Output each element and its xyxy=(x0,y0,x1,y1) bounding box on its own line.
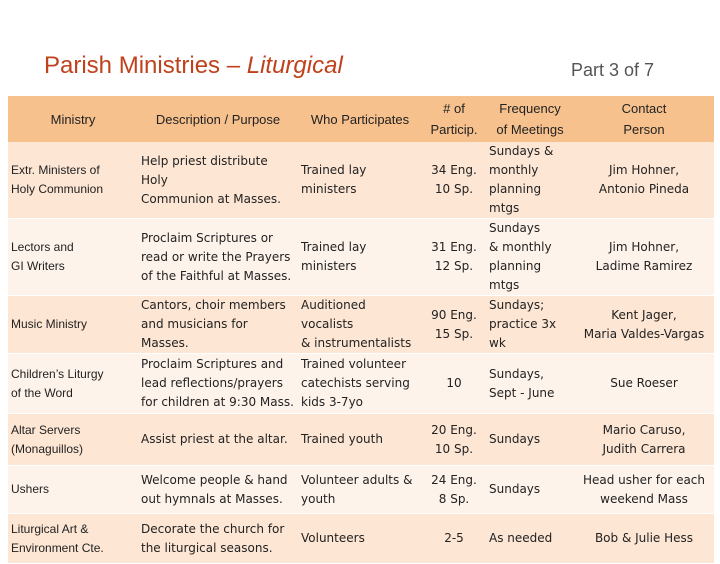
count-cell: 90 Eng. 15 Sp. xyxy=(422,296,486,354)
participants-cell: Trained lay ministers xyxy=(298,219,422,296)
contact-cell: Kent Jager, Maria Valdes-Vargas xyxy=(574,296,714,354)
ministry-cell: Lectors and GI Writers xyxy=(8,219,138,296)
title-main: Parish Ministries – xyxy=(44,52,247,79)
header-count: # of Particip. xyxy=(422,96,486,142)
count-cell: 24 Eng. 8 Sp. xyxy=(422,466,486,514)
title-italic: Liturgical xyxy=(246,52,343,79)
ministry-cell: Music Ministry xyxy=(8,296,138,354)
ministry-cell: Children’s Liturgy of the Word xyxy=(8,354,138,414)
contact-cell: Bob & Julie Hess xyxy=(574,514,714,564)
table-row xyxy=(8,414,714,466)
description-cell: Welcome people & hand out hymnals at Masses. xyxy=(138,466,298,514)
header-frequency: Frequency of Meetings xyxy=(486,96,574,142)
description-cell: Decorate the church for the liturgical seasons. xyxy=(138,514,298,564)
frequency-cell: Sundays, Sept - June xyxy=(486,354,574,414)
frequency-cell: As needed xyxy=(486,514,574,564)
ministry-cell: Extr. Ministers of Holy Communion xyxy=(8,142,138,219)
table-row xyxy=(8,219,714,296)
participants-cell: Volunteers xyxy=(298,514,422,564)
frequency-cell: Sundays; practice 3x wk xyxy=(486,296,574,354)
frequency-cell: Sundays xyxy=(486,466,574,514)
contact-cell: Jim Hohner, Antonio Pineda xyxy=(574,142,714,219)
description-cell: Help priest distribute Holy Communion at Masses. xyxy=(138,142,298,219)
table-row xyxy=(8,142,714,219)
part-label: Part 3 of 7 xyxy=(570,60,654,80)
count-cell: 2-5 xyxy=(422,514,486,564)
description-cell: Cantors, choir members and musicians for Masses. xyxy=(138,296,298,354)
contact-cell: Head usher for each weekend Mass xyxy=(574,466,714,514)
ministry-cell: Liturgical Art & Environment Cte. xyxy=(8,514,138,564)
header-participants: Who Participates xyxy=(298,96,422,142)
header-ministry: Ministry xyxy=(8,96,138,142)
participants-cell: Volunteer adults & youth xyxy=(298,466,422,514)
header-description: Description / Purpose xyxy=(138,96,298,142)
description-cell: Proclaim Scriptures or read or write the Prayers of the Faithful at Masses. xyxy=(138,219,298,296)
frequency-cell: Sundays & monthly planning mtgs xyxy=(486,142,574,219)
count-cell: 31 Eng. 12 Sp. xyxy=(422,219,486,296)
table-header-row xyxy=(8,96,714,142)
table-row xyxy=(8,466,714,514)
contact-cell: Sue Roeser xyxy=(574,354,714,414)
contact-cell: Mario Caruso, Judith Carrera xyxy=(574,414,714,466)
frequency-cell: Sundays & monthly planning mtgs xyxy=(486,219,574,296)
count-cell: 10 xyxy=(422,354,486,414)
table-row xyxy=(8,354,714,414)
description-cell: Assist priest at the altar. xyxy=(138,414,298,466)
ministries-table xyxy=(8,96,714,564)
header-contact: Contact Person xyxy=(574,96,714,142)
description-cell: Proclaim Scriptures and lead reflections/prayers for children at 9:30 Mass. xyxy=(138,354,298,414)
frequency-cell: Sundays xyxy=(486,414,574,466)
count-cell: 20 Eng. 10 Sp. xyxy=(422,414,486,466)
contact-cell: Jim Hohner, Ladime Ramirez xyxy=(574,219,714,296)
participants-cell: Auditioned vocalists & instrumentalists xyxy=(298,296,422,354)
participants-cell: Trained lay ministers xyxy=(298,142,422,219)
count-cell: 34 Eng. 10 Sp. xyxy=(422,142,486,219)
ministry-cell: Ushers xyxy=(8,466,138,514)
participants-cell: Trained volunteer catechists serving kids 3-7yo xyxy=(298,354,422,414)
table-row xyxy=(8,514,714,564)
page-title xyxy=(44,52,343,80)
participants-cell: Trained youth xyxy=(298,414,422,466)
table-row xyxy=(8,296,714,354)
ministry-cell: Altar Servers (Monaguillos) xyxy=(8,414,138,466)
